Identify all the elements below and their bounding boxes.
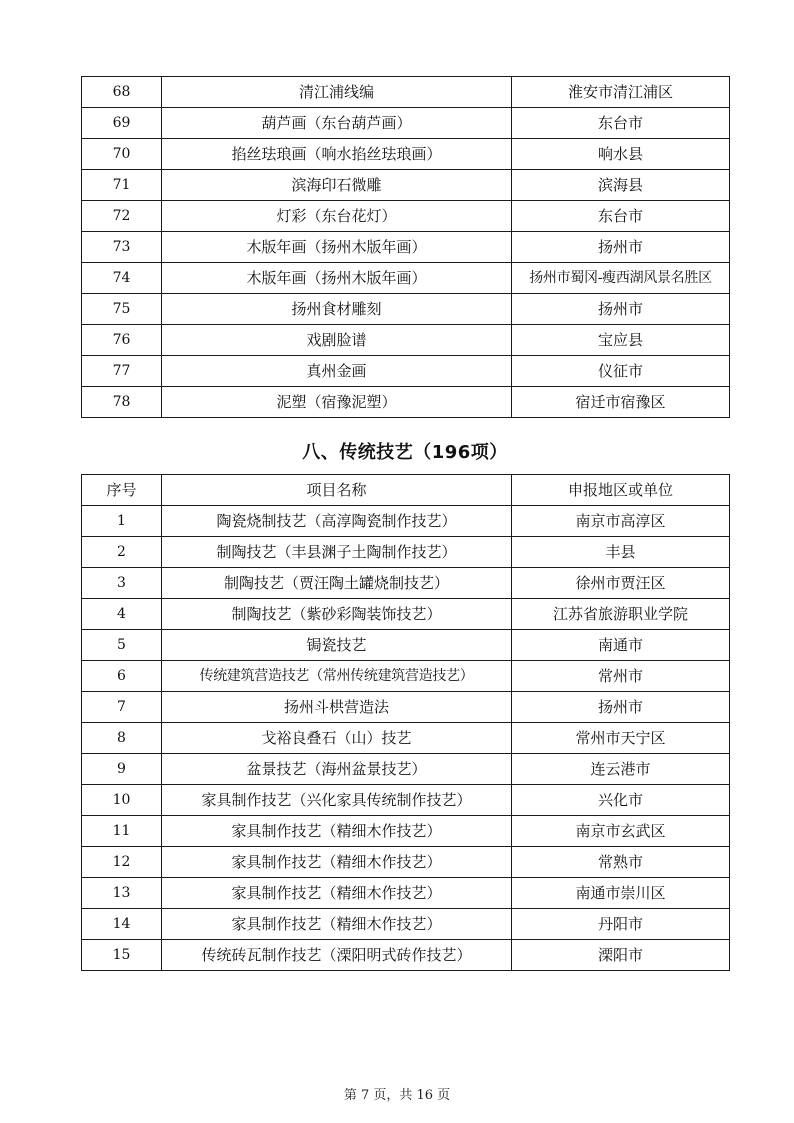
applicant-region: 丰县 [512, 537, 730, 568]
applicant-region: 连云港市 [512, 754, 730, 785]
table-row [82, 816, 730, 847]
applicant-region: 江苏省旅游职业学院 [512, 599, 730, 630]
applicant-region: 滨海县 [512, 170, 730, 201]
project-name: 戈裕良叠石（山）技艺 [162, 723, 512, 754]
project-name: 滨海印石微雕 [162, 170, 512, 201]
applicant-region: 东台市 [512, 201, 730, 232]
table-row [82, 754, 730, 785]
table-row [82, 170, 730, 201]
project-name: 家具制作技艺（精细木作技艺） [162, 816, 512, 847]
row-number: 70 [82, 139, 162, 170]
applicant-region: 南通市崇川区 [512, 878, 730, 909]
table-row [82, 723, 730, 754]
applicant-region: 扬州市 [512, 294, 730, 325]
row-number: 78 [82, 387, 162, 418]
header-project-name: 项目名称 [162, 475, 512, 506]
project-name: 家具制作技艺（精细木作技艺） [162, 909, 512, 940]
applicant-region: 常州市天宁区 [512, 723, 730, 754]
project-name: 木版年画（扬州木版年画） [162, 263, 512, 294]
row-number: 8 [82, 723, 162, 754]
applicant-region: 丹阳市 [512, 909, 730, 940]
applicant-region: 东台市 [512, 108, 730, 139]
table-row [82, 599, 730, 630]
heritage-table-traditional-crafts [81, 474, 730, 971]
row-number: 2 [82, 537, 162, 568]
table-row [82, 506, 730, 537]
project-name: 木版年画（扬州木版年画） [162, 232, 512, 263]
table-row [82, 847, 730, 878]
table-row [82, 661, 730, 692]
row-number: 72 [82, 201, 162, 232]
applicant-region: 常州市 [512, 661, 730, 692]
row-number: 76 [82, 325, 162, 356]
table-row [82, 909, 730, 940]
row-number: 5 [82, 630, 162, 661]
applicant-region: 仪征市 [512, 356, 730, 387]
row-number: 3 [82, 568, 162, 599]
row-number: 73 [82, 232, 162, 263]
applicant-region: 扬州市 [512, 232, 730, 263]
applicant-region: 淮安市清江浦区 [512, 77, 730, 108]
table-row [82, 77, 730, 108]
applicant-region: 宿迁市宿豫区 [512, 387, 730, 418]
project-name: 盆景技艺（海州盆景技艺） [162, 754, 512, 785]
table-row [82, 785, 730, 816]
row-number: 75 [82, 294, 162, 325]
page-footer: 第 7 页，共 16 页 [343, 1088, 451, 1103]
applicant-region: 扬州市 [512, 692, 730, 723]
table-row [82, 201, 730, 232]
header-applicant-region: 申报地区或单位 [512, 475, 730, 506]
section-title: 八、传统技艺（196项） [302, 442, 508, 463]
project-name: 传统砖瓦制作技艺（溧阳明式砖作技艺） [162, 940, 512, 971]
project-name: 泥塑（宿豫泥塑） [162, 387, 512, 418]
applicant-region: 徐州市贾汪区 [512, 568, 730, 599]
project-name: 传统建筑营造技艺（常州传统建筑营造技艺） [162, 661, 512, 692]
applicant-region: 南京市高淳区 [512, 506, 730, 537]
applicant-region: 溧阳市 [512, 940, 730, 971]
table-row [82, 940, 730, 971]
project-name: 家具制作技艺（精细木作技艺） [162, 847, 512, 878]
heritage-table-continued [81, 76, 730, 418]
table-row [82, 108, 730, 139]
table-row [82, 356, 730, 387]
project-name: 葫芦画（东台葫芦画） [162, 108, 512, 139]
project-name: 真州金画 [162, 356, 512, 387]
row-number: 13 [82, 878, 162, 909]
header-serial-number: 序号 [82, 475, 162, 506]
project-name: 清江浦线编 [162, 77, 512, 108]
table-row [82, 139, 730, 170]
project-name: 扬州食材雕刻 [162, 294, 512, 325]
row-number: 1 [82, 506, 162, 537]
row-number: 6 [82, 661, 162, 692]
project-name: 家具制作技艺（兴化家具传统制作技艺） [162, 785, 512, 816]
project-name: 掐丝珐琅画（响水掐丝珐琅画） [162, 139, 512, 170]
row-number: 10 [82, 785, 162, 816]
table-row [82, 630, 730, 661]
project-name: 锔瓷技艺 [162, 630, 512, 661]
table-row [82, 294, 730, 325]
project-name: 灯彩（东台花灯） [162, 201, 512, 232]
table-section8-body [82, 475, 730, 971]
row-number: 4 [82, 599, 162, 630]
table-row [82, 692, 730, 723]
row-number: 7 [82, 692, 162, 723]
applicant-region: 兴化市 [512, 785, 730, 816]
table-row [82, 537, 730, 568]
row-number: 12 [82, 847, 162, 878]
table-row [82, 325, 730, 356]
project-name: 扬州斗栱营造法 [162, 692, 512, 723]
table-header-row [82, 475, 730, 506]
row-number: 68 [82, 77, 162, 108]
row-number: 74 [82, 263, 162, 294]
applicant-region: 扬州市蜀冈-瘦西湖风景名胜区 [512, 263, 730, 294]
table-continued-body [82, 77, 730, 418]
table-row [82, 878, 730, 909]
project-name: 制陶技艺（紫砂彩陶装饰技艺） [162, 599, 512, 630]
applicant-region: 南京市玄武区 [512, 816, 730, 847]
table-row [82, 387, 730, 418]
applicant-region: 宝应县 [512, 325, 730, 356]
row-number: 71 [82, 170, 162, 201]
table-row [82, 263, 730, 294]
project-name: 家具制作技艺（精细木作技艺） [162, 878, 512, 909]
row-number: 15 [82, 940, 162, 971]
project-name: 陶瓷烧制技艺（高淳陶瓷制作技艺） [162, 506, 512, 537]
applicant-region: 常熟市 [512, 847, 730, 878]
project-name: 戏剧脸谱 [162, 325, 512, 356]
applicant-region: 响水县 [512, 139, 730, 170]
row-number: 9 [82, 754, 162, 785]
row-number: 69 [82, 108, 162, 139]
row-number: 14 [82, 909, 162, 940]
row-number: 11 [82, 816, 162, 847]
applicant-region: 南通市 [512, 630, 730, 661]
row-number: 77 [82, 356, 162, 387]
project-name: 制陶技艺（丰县渊子土陶制作技艺） [162, 537, 512, 568]
project-name: 制陶技艺（贾汪陶土罐烧制技艺） [162, 568, 512, 599]
table-row [82, 232, 730, 263]
table-row [82, 568, 730, 599]
